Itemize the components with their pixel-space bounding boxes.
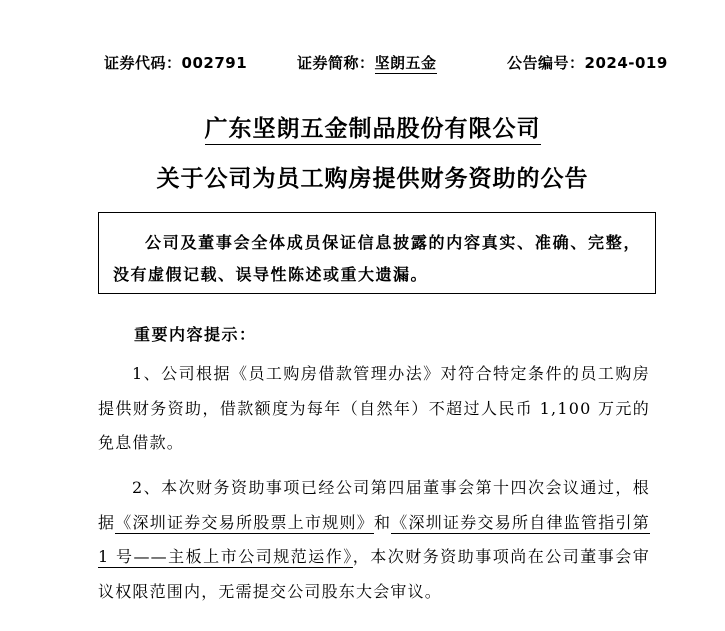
- security-code-label: 证券代码：: [104, 54, 182, 72]
- announcement-number-label: 公告编号：: [507, 54, 585, 72]
- company-title: [0, 110, 725, 143]
- listing-rules-reference: 《深圳证券交易所股票上市规则》: [115, 512, 375, 532]
- important-notice-heading: 重要内容提示：: [134, 325, 257, 344]
- disclosure-notice-box: [98, 212, 656, 294]
- paragraph-2-conjunction: 和: [374, 512, 392, 532]
- security-code-value: 002791: [181, 54, 248, 72]
- paragraph-2-intro: 2、本次财务资助事项已经公司第四届董事会第十四次会议通过，根据: [98, 478, 650, 532]
- disclosure-notice-text: 公司及董事会全体成员保证信息披露的内容真实、准确、完整，没有虚假记载、误导性陈述或重大遗漏。: [113, 233, 641, 284]
- security-abbreviation: [297, 52, 437, 73]
- document-title: 关于公司为员工购房提供财务资助的公告: [156, 166, 589, 192]
- security-abbreviation-value: 坚朗五金: [374, 54, 437, 72]
- security-abbreviation-label: 证券简称：: [297, 54, 375, 72]
- announcement-number: [507, 52, 668, 73]
- company-title-text: 广东坚朗五金制品股份有限公司: [205, 116, 541, 145]
- paragraph-1: 1、公司根据《员工购房借款管理办法》对符合特定条件的员工购房提供财务资助，借款额度为每年（自然年）不超过人民币 1,100 万元的免息借款。: [98, 364, 650, 452]
- paragraph-2: [98, 471, 650, 609]
- self-regulatory-guideline-reference: 《深圳证券交易所自律监管指引第 1 号——主板上市公司规范运作》: [98, 512, 651, 566]
- paragraph-2-conclusion: ，本次财务资助事项尚在公司董事会审议权限范围内，无需提交公司股东大会审议。: [98, 547, 651, 601]
- security-code: [104, 52, 247, 73]
- announcement-number-value: 2024-019: [584, 54, 668, 72]
